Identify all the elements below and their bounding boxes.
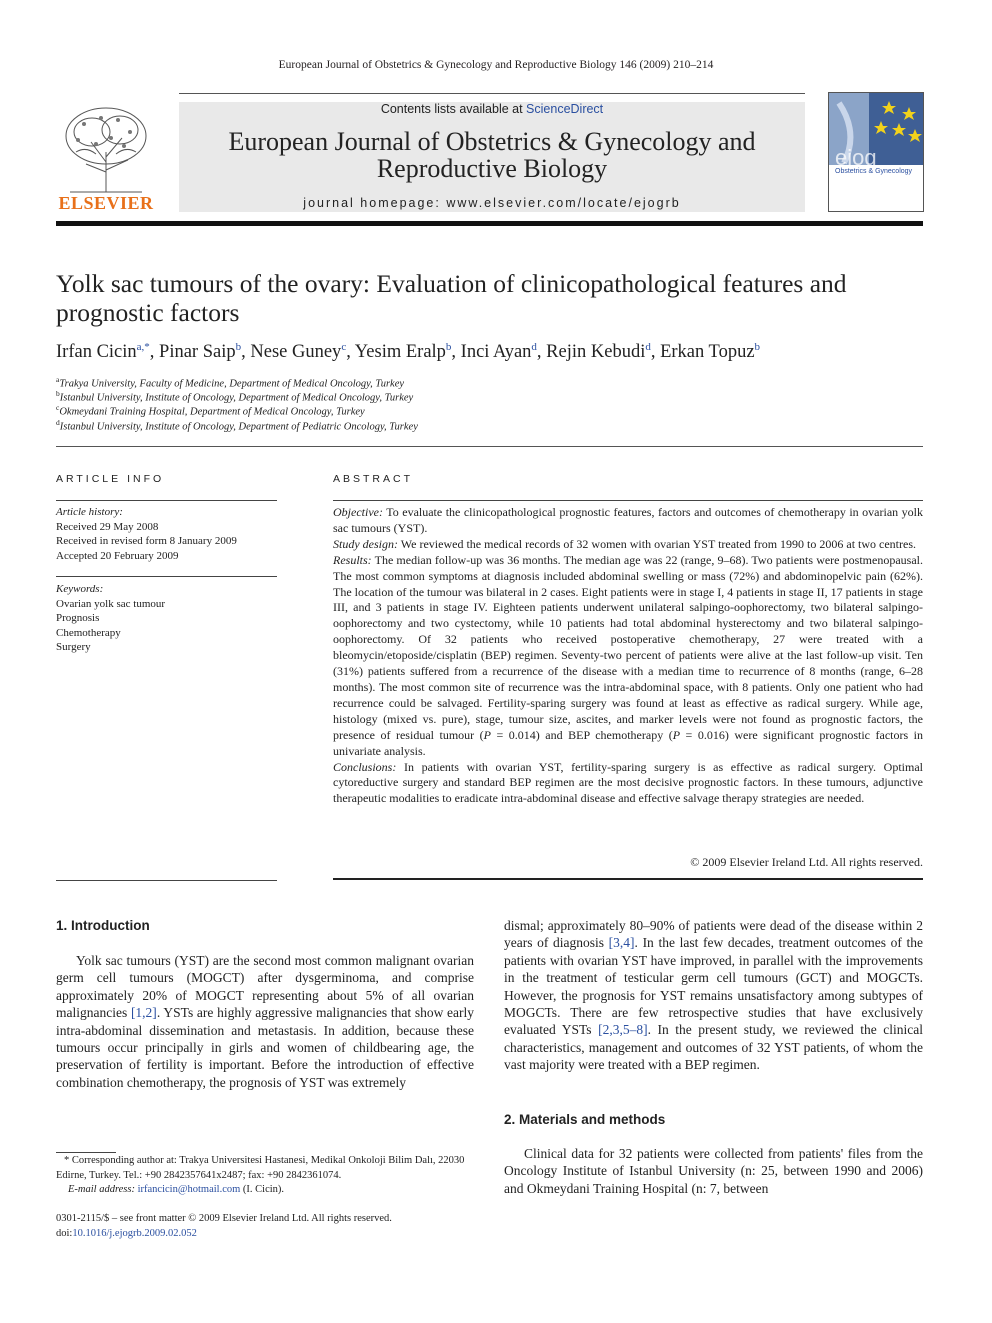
objective-label: Objective: — [333, 505, 383, 519]
abstract-rule — [333, 500, 923, 501]
citation-link[interactable]: [1,2] — [130, 1005, 157, 1021]
abstract-heading: ABSTRACT — [333, 473, 414, 485]
right-text-a: dismal; approximately 80–90% of patients were dead of the disease within 2 years of diagnosis — [504, 918, 923, 951]
introduction-continued — [504, 917, 923, 1074]
front-matter — [56, 1212, 486, 1241]
revised-date: Received in revised form 8 January 2009 — [56, 535, 237, 547]
author-affiliation-marker[interactable]: c — [341, 341, 347, 353]
keywords — [56, 582, 165, 655]
running-head: European Journal of Obstetrics & Gynecology and Reproductive Biology 146 (2009) 210–214 — [278, 59, 714, 71]
author-list — [56, 341, 936, 363]
accepted-date: Accepted 20 February 2009 — [56, 549, 179, 562]
doi-link[interactable]: 10.1016/j.ejogrb.2009.02.052 — [72, 1227, 197, 1239]
elsevier-wordmark: ELSEVIER — [58, 193, 154, 213]
author-affiliation-marker[interactable]: b — [754, 341, 761, 353]
article-info-bottom-rule — [56, 880, 277, 881]
design-text: We reviewed the medical records of 32 women with ovarian YST treated from 1990 to 2006 at two centres. — [400, 536, 917, 551]
author-separator: , — [241, 342, 251, 363]
affiliation-text: Istanbul University, Institute of Oncology, Department of Medical Oncology, Turkey — [59, 392, 414, 404]
design-label: Study design: — [333, 536, 398, 551]
abstract-bottom-rule — [333, 878, 923, 880]
author-name: Pinar Saip — [159, 342, 236, 363]
contents-prefix: Contents lists available at — [380, 102, 527, 116]
affiliation-text: Istanbul University, Institute of Oncology, Department of Pediatric Oncology, Turkey — [59, 421, 418, 433]
right-text-b: . In the last few decades, treatment outcomes of the patients with ovarian YST have improved, in parallel with the improvements in the treatment of testicular germ cell tumours (GCT) and MOGCTs. However, the prognosis for YST remains unsatisfactory among subtypes of MOGCTs. There are few retrospective studies that have exclusively evaluated YSTs — [504, 935, 923, 1038]
intro-continued-text — [504, 917, 923, 1074]
affiliation-text: Okmeydani Training Hospital, Department of Medical Oncology, Turkey — [59, 406, 365, 418]
elsevier-tree-icon — [56, 102, 156, 194]
author-separator: , — [451, 342, 461, 363]
issn-line: 0301-2115/$ – see front matter © 2009 Elsevier Ireland Ltd. All rights reserved. — [56, 1213, 392, 1224]
author-separator: , — [650, 342, 661, 363]
article-title-line1: Yolk sac tumours of the ovary: Evaluation of clinicopathological features and — [56, 269, 847, 298]
email-link[interactable]: irfancicin@hotmail.com — [137, 1184, 241, 1195]
affiliation-marker: b — [56, 389, 60, 398]
p-symbol: P — [672, 727, 681, 742]
abstract-copyright: © 2009 Elsevier Ireland Ltd. All rights reserved. — [690, 855, 923, 869]
email-suffix: (I. Cicin). — [240, 1184, 285, 1195]
methods-heading: 2. Materials and methods — [504, 1112, 666, 1127]
cover-title: ejog — [835, 145, 877, 170]
affiliation-b — [56, 389, 413, 404]
citation-link[interactable]: [3,4] — [608, 935, 635, 951]
author-name: Nese Guney — [250, 342, 342, 363]
methods-paragraph — [504, 1145, 923, 1197]
conclusions-label: Conclusions: — [333, 759, 397, 774]
article-info-rule — [56, 500, 277, 501]
article-info-heading: ARTICLE INFO — [56, 473, 165, 485]
introduction-paragraph — [56, 952, 474, 1091]
elsevier-logo[interactable] — [56, 102, 156, 214]
header-top-rule — [179, 93, 805, 94]
author-separator: , — [536, 342, 547, 363]
sciencedirect-link[interactable]: ScienceDirect — [526, 102, 604, 116]
footnote-rule — [56, 1152, 116, 1153]
author-affiliation-marker[interactable]: b — [235, 341, 242, 353]
intro-text-b: . YSTs are highly aggressive malignancies that show early intra-abdominal dissemination and metastasis. In addition, because these tumours occur principally in girls and women of childbearing age, the preservation of fertility is important. Before the introduction of effective combination chemotherapy, the prognosis of YST was extremely — [56, 1005, 474, 1090]
affiliation-marker: c — [56, 403, 60, 412]
affiliation-c — [56, 403, 365, 418]
results-text: = 0.016) were significant prognostic factors in univariate analysis. — [333, 727, 923, 758]
journal-title-line2: Reproductive Biology — [376, 154, 608, 183]
introduction-heading: 1. Introduction — [56, 918, 150, 933]
author-name: Irfan Cicin — [56, 342, 137, 363]
abstract-design — [333, 537, 923, 553]
author-affiliation-marker[interactable]: d — [531, 341, 537, 353]
abstract-conclusions — [333, 760, 923, 808]
author-affiliation-marker[interactable]: a,* — [136, 341, 150, 353]
objective-text: To evaluate the clinicopathological prognostic features, factors and outcomes of chemotherapy in ovarian yolk sac tumours (YST). — [333, 505, 923, 535]
journal-homepage[interactable]: journal homepage: www.elsevier.com/locate/ejogrb — [303, 196, 681, 210]
article-title — [56, 269, 926, 327]
abstract-objective — [333, 505, 923, 537]
author-name: Rejin Kebudi — [546, 342, 646, 363]
header-thick-rule — [56, 221, 923, 226]
affiliation-separator — [56, 446, 923, 447]
citation-link[interactable]: [2,3,5–8] — [598, 1022, 648, 1038]
journal-title-line1: European Journal of Obstetrics & Gynecology and — [228, 127, 756, 156]
affiliation-text: Trakya University, Faculty of Medicine, Department of Medical Oncology, Turkey — [59, 378, 405, 390]
affiliation-d — [56, 418, 418, 433]
keywords-label: Keywords: — [56, 583, 104, 595]
corresponding-author-footnote — [56, 1154, 476, 1198]
history-label: Article history: — [56, 506, 123, 518]
journal-header-box — [179, 102, 805, 212]
received-date: Received 29 May 2008 — [56, 520, 159, 533]
author-affiliation-marker[interactable]: d — [645, 341, 651, 353]
methods-text: Clinical data for 32 patients were collected from patients' files from the Oncology Institute of Istanbul University (n: 25, between 1990 and 2006) and Okmeydani Training Hospital (n: 7, between — [504, 1146, 923, 1196]
author-affiliation-marker[interactable]: b — [445, 341, 452, 353]
article-title-line2: prognostic factors — [56, 298, 240, 327]
article-history — [56, 505, 237, 563]
email-label: E-mail address: — [68, 1184, 138, 1195]
keywords-rule — [56, 576, 277, 577]
keyword-item: Chemotherapy — [56, 626, 121, 639]
author-name: Inci Ayan — [460, 342, 532, 363]
journal-cover-thumbnail[interactable] — [828, 92, 924, 212]
conclusions-text: In patients with ovarian YST, fertility-sparing surgery is as effective as radical surgery. Optimal cytoreductive surgery and standard BEP regimen are the most decisive prognostic factors. In these tumours, adjunctive therapeutic modalities to eradicate intra-abdominal disease and effective salvage therapy strategies are needed. — [333, 759, 923, 806]
intro-text — [56, 952, 474, 1091]
corresponding-author-text: * Corresponding author at: Trakya Universitesi Hastanesi, Medikal Onkoloji Bilim Dalı, 22030 Edirne, Turkey. Tel.: +90 2842357641x2487; fax: +90 2842361074. — [56, 1155, 465, 1181]
author-name: Yesim Eralp — [354, 342, 446, 363]
results-label: Results: — [333, 552, 372, 567]
author-name: Erkan Topuz — [660, 342, 755, 363]
doi-label: doi: — [56, 1227, 73, 1239]
p-symbol: P — [483, 727, 492, 742]
keyword-item: Ovarian yolk sac tumour — [56, 597, 166, 610]
keyword-item: Prognosis — [56, 612, 100, 624]
affiliation-marker: a — [56, 375, 60, 384]
keyword-item: Surgery — [56, 641, 91, 653]
journal-title — [179, 128, 805, 182]
results-text: The median follow-up was 36 months. The median age was 22 (range, 9–68). Two patients were postmenopausal. The most common symptoms at diagnosis included abdominal swelling or mass (72%) and abdominopelvic pain (62%). The location of the tumour was bilateral in 2 cases. Eight patients were in stage I, 4 patients in stage II, 17 patients in stage III, and 3 patients in stage IV. Eighteen patients underwent unilateral salpingo-oophorectomy, two bilateral salpingo-oophorectomy and two cystectomy, while 10 patients had total abdominal hysterectomy and two bilateral salpingo-oophorectomy. Of 32 patients who received postoperative chemotherapy, 27 were treated with a bleomycin/etoposide/cisplatin (BEP) regimen. Seventy-two percent of patients were alive at the last follow-up visit. Ten (31%) patients suffered from a recurrence of the disease with a median time to recurrence of 8 months (range, 6–28 months). The most common site of recurrence was the intra-abdominal space, with 8 patients. Only one patient who had recurrence could be salvaged. Fertility-sparing surgery was found at least as effective as radical surgery. While age, histology (mixed vs. pure), stage, tumour size, ascites, and marker levels were not found as prognostic factors, the presence of residual tumour ( — [333, 552, 923, 742]
contents-line — [179, 102, 805, 116]
affiliation-marker: d — [56, 418, 60, 427]
intro-text-a: Yolk sac tumours (YST) are the second most common malignant ovarian germ cell tumours (MOGCT) after dysgerminoma, and comprise approximately 20% of MOGCT representing about 5% of all ovarian malignancies — [56, 953, 474, 1021]
right-text-c: . In the present study, we reviewed the clinical characteristics, management and outcomes of 32 YST patients, of whom the vast majority were treated with a BEP regimen. — [504, 1022, 923, 1073]
abstract-body — [333, 505, 923, 807]
author-separator: , — [346, 342, 355, 363]
author-separator: , — [149, 342, 160, 363]
abstract-results — [333, 553, 923, 760]
affiliation-a — [56, 375, 404, 390]
cover-subtitle: Obstetrics & Gynecology — [835, 168, 913, 175]
results-text: = 0.014) and BEP chemotherapy ( — [491, 727, 673, 742]
